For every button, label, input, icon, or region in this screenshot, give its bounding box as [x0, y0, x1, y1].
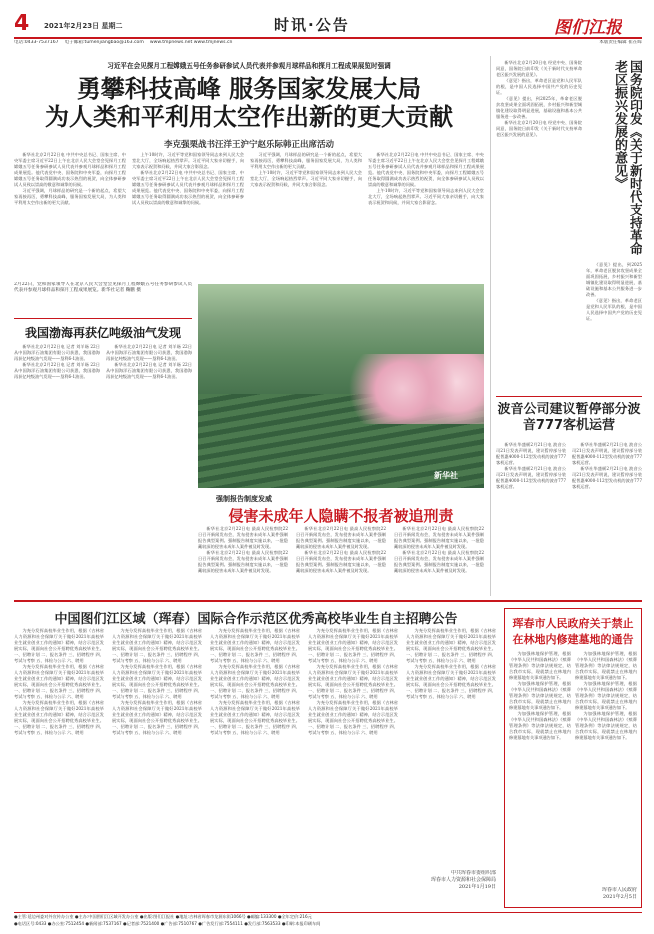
- lead-subhead: 李克强栗战书汪洋王沪宁赵乐际韩正出席活动: [163, 140, 334, 150]
- crime-kicker: 强制报告制度发威: [216, 495, 272, 503]
- notice-body-col1: 为加强林地保护管理，根据《中华人民共和国森林法》《殡葬管理条例》等法律法规规定，结合我市实际，现就禁止在林地内修建墓地有关事项通告如下。 为加强林地保护管理，根据《中华人民共和国森林法》《殡葬管理条例》等法律法规规定，结合我市实际，现就禁止在林地内修建墓地有关事项通告如下。 为加强林地保护管理，根据《中华人民共和国森林法》《殡葬管理条例》等法律法规规定，结合我市实际，现就禁止在林地内修建墓地有关事项通告如下。: [509, 651, 571, 740]
- masthead-rule: [14, 37, 642, 39]
- photo-credit: 新华社: [434, 471, 458, 480]
- recruit-body-col4: 为充分发挥高校毕业生作用，根据《吉林省人力资源和社会保障厅关于做好2021年高校毕业生就业创业工作的通知》精神，结合示范区发展实际，现面向社会公开招聘优秀高校毕业生。一、招聘计划 二、报名条件 三、招聘程序 四、考试与考察 五、体检与公示 六、聘用 为充分发挥高校毕业生作用，根据《吉林省人力资源和社会保障厅关于做好2021年高校毕业生就业创业工作的通知》精神，结合示范区发展实际，现面向社会公开招聘优秀高校毕业生。一、招聘计划 二、报名条件 三、招聘程序 四、考试与考察 五、体检与公示 六、聘用 为充分发挥高校毕业生作用，根据《吉林省人力资源和社会保障厅关于做好2021年高校毕业生就业创业工作的通知》精神，结合示范区发展实际，现面向社会公开招聘优秀高校毕业生。一、招聘计划 二、报名条件 三、招聘程序 四、考试与考察 五、体检与公示 六、聘用: [308, 628, 398, 735]
- side-feature-title: 国务院印发《关于新时代支持革命老区振兴发展的意见》: [612, 60, 642, 255]
- notice-signoff: 珲春市人民政府 2021年2月5日: [601, 887, 637, 900]
- section-title: 时讯·公告: [274, 16, 350, 34]
- boeing-body-col2: 新华社华盛顿2月21日电 波音公司21日发表声明说，建议暂停部分装配普惠4000-112型发动机的波音777客机运营。 新华社华盛顿2月21日电 波音公司21日发表声明说，建议暂停部分装配普惠4000-112型发动机的波音777客机运营。: [572, 442, 642, 489]
- oil-title: 我国渤海再获亿吨级油气发现: [24, 326, 181, 340]
- recruit-title: 中国图们江区域（珲春）国际合作示范区优秀高校毕业生自主招聘公告: [54, 612, 458, 627]
- side-body-col1: 新华社北京2月20日电 经党中央、国务院同意，国务院日前印发《关于新时代支持革命老区振兴发展的意见》。 《意见》指出，革命老区是党和人民军队的根，是中国人民选择中国共产党的历史见证。 《意见》提出，到2025年，革命老区脱贫攻坚成果全面巩固拓展，乡村振兴和新型城镇化建设取得明显进展，基础设施和基本公共服务进一步改善。 新华社北京2月20日电 经党中央、国务院同意，国务院日前印发《关于新时代支持革命老区振兴发展的意见》。: [496, 60, 582, 137]
- forest-notice-box: [504, 608, 642, 908]
- crime-body-col1: 新华社北京2月22日电 最高人民检察院22日召开新闻发布会，发布侵害未成年人案件强制报告典型案例。强制报告制度实施以来，一批隐藏较深的侵害未成年人案件被及时发现。 新华社北京2月22日电 最高人民检察院22日召开新闻发布会，发布侵害未成年人案件强制报告典型案例。强制报告制度实施以来，一批隐藏较深的侵害未成年人案件被及时发现。: [198, 526, 288, 573]
- lead-body-col2: 上午10时许，习近平等党和国家领导同志来到人民大会堂北大厅，全场响起热烈掌声。习近平同大家亲切握手，向大家表示祝贺和问候，并同大家合影留念。 新华社北京2月22日电 中共中央总书记、国家主席、中央军委主席习近平22日上午在北京人民大会堂会见探月工程嫦娥五号任务参研参试人员代表并参观月球样品和探月工程成果展览。他代表党中央、国务院和中央军委，向探月工程嫦娥五号任务取得圆满成功表示热烈的祝贺，向全体参研参试人员致以崇高的敬意和诚挚的问候。: [132, 152, 244, 205]
- crime-body-col2: 新华社北京2月22日电 最高人民检察院22日召开新闻发布会，发布侵害未成年人案件强制报告典型案例。强制报告制度实施以来，一批隐藏较深的侵害未成年人案件被及时发现。 新华社北京2月22日电 最高人民检察院22日召开新闻发布会，发布侵害未成年人案件强制报告典型案例。强制报告制度实施以来，一批隐藏较深的侵害未成年人案件被及时发现。: [296, 526, 386, 573]
- masthead: [14, 14, 642, 36]
- photo-blossoms: [348, 354, 484, 424]
- crime-title: 侵害未成年人隐瞒不报者被追刑责: [228, 507, 454, 525]
- footer-line-2: ●电话区号:0433 ●办公室:7512454 ●新闻部:7537167 ●记者部:7521400 ●广告部:7510767 ●广告发行部:7554111 ●发行部:7563533 ●印刷:本报印刷车间: [14, 921, 321, 926]
- recruit-body-col1: 为充分发挥高校毕业生作用，根据《吉林省人力资源和社会保障厅关于做好2021年高校毕业生就业创业工作的通知》精神，结合示范区发展实际，现面向社会公开招聘优秀高校毕业生。一、招聘计划 二、报名条件 三、招聘程序 四、考试与考察 五、体检与公示 六、聘用 为充分发挥高校毕业生作用，根据《吉林省人力资源和社会保障厅关于做好2021年高校毕业生就业创业工作的通知》精神，结合示范区发展实际，现面向社会公开招聘优秀高校毕业生。一、招聘计划 二、报名条件 三、招聘程序 四、考试与考察 五、体检与公示 六、聘用 为充分发挥高校毕业生作用，根据《吉林省人力资源和社会保障厅关于做好2021年高校毕业生就业创业工作的通知》精神，结合示范区发展实际，现面向社会公开招聘优秀高校毕业生。一、招聘计划 二、报名条件 三、招聘程序 四、考试与考察 五、体检与公示 六、聘用: [14, 628, 104, 735]
- oil-body-col1: 新华社北京2月22日电 记者 刘羊旸 22日从中国海洋石油集团有限公司获悉，我国渤海再获亿吨级油气发现——垦利6-1油田。 新华社北京2月22日电 记者 刘羊旸 22日从中国海洋石油集团有限公司获悉，我国渤海再获亿吨级油气发现——垦利6-1油田。: [14, 344, 100, 379]
- notice-title-1: 珲春市人民政府关于禁止: [512, 617, 634, 630]
- boeing-title: 波音公司建议暂停部分波音777客机运营: [497, 402, 641, 433]
- recruit-body-col2: 为充分发挥高校毕业生作用，根据《吉林省人力资源和社会保障厅关于做好2021年高校毕业生就业创业工作的通知》精神，结合示范区发展实际，现面向社会公开招聘优秀高校毕业生。一、招聘计划 二、报名条件 三、招聘程序 四、考试与考察 五、体检与公示 六、聘用 为充分发挥高校毕业生作用，根据《吉林省人力资源和社会保障厅关于做好2021年高校毕业生就业创业工作的通知》精神，结合示范区发展实际，现面向社会公开招聘优秀高校毕业生。一、招聘计划 二、报名条件 三、招聘程序 四、考试与考察 五、体检与公示 六、聘用 为充分发挥高校毕业生作用，根据《吉林省人力资源和社会保障厅关于做好2021年高校毕业生就业创业工作的通知》精神，结合示范区发展实际，现面向社会公开招聘优秀高校毕业生。一、招聘计划 二、报名条件 三、招聘程序 四、考试与考察 五、体检与公示 六、聘用: [112, 628, 202, 735]
- contact-strip: 电话:0433-7537167 电子邮箱:tumenjiangbao@163.com www.tmpnews.net www.tmjnews.cn 本版责任编辑 崔在晖: [14, 40, 642, 45]
- lead-body-col3: 习近平强调，月球样品的研究是一个新的起点，希望大家再接再厉，勇攀科技高峰，服务国家发展大局，为人类和平利用太空作出新的更大贡献。 上午10时许，习近平等党和国家领导同志来到人民大会堂北大厅，全场响起热烈掌声。习近平同大家亲切握手，向大家表示祝贺和问候，并同大家合影留念。: [250, 152, 362, 187]
- notice-body-col2: 为加强林地保护管理，根据《中华人民共和国森林法》《殡葬管理条例》等法律法规规定，结合我市实际，现就禁止在林地内修建墓地有关事项通告如下。 为加强林地保护管理，根据《中华人民共和国森林法》《殡葬管理条例》等法律法规规定，结合我市实际，现就禁止在林地内修建墓地有关事项通告如下。 为加强林地保护管理，根据《中华人民共和国森林法》《殡葬管理条例》等法律法规规定，结合我市实际，现就禁止在林地内修建墓地有关事项通告如下。: [575, 651, 637, 740]
- page-number: 4: [14, 14, 30, 36]
- ad-rule: [14, 600, 642, 602]
- lead-body-col1: 新华社北京2月22日电 中共中央总书记、国家主席、中央军委主席习近平22日上午在北京人民大会堂会见探月工程嫦娥五号任务参研参试人员代表并参观月球样品和探月工程成果展览。他代表党中央、国务院和中央军委，向探月工程嫦娥五号任务取得圆满成功表示热烈的祝贺，向全体参研参试人员致以崇高的敬意和诚挚的问候。 习近平强调，月球样品的研究是一个新的起点，希望大家再接再厉，勇攀科技高峰，服务国家发展大局，为人类和平利用太空作出新的更大贡献。: [14, 152, 126, 205]
- oil-rule: [14, 318, 192, 319]
- lead-body-col4: 新华社北京2月22日电 中共中央总书记、国家主席、中央军委主席习近平22日上午在北京人民大会堂会见探月工程嫦娥五号任务参研参试人员代表并参观月球样品和探月工程成果展览。他代表党中央、国务院和中央军委，向探月工程嫦娥五号任务取得圆满成功表示热烈的祝贺，向全体参研参试人员致以崇高的敬意和诚挚的问候。 上午10时许，习近平等党和国家领导同志来到人民大会堂北大厅，全场响起热烈掌声。习近平同大家亲切握手，向大家表示祝贺和问候，并同大家合影留念。: [368, 152, 484, 205]
- notice-title-2: 在林地内修建墓地的通告: [512, 633, 634, 646]
- recruit-body-col5: 为充分发挥高校毕业生作用，根据《吉林省人力资源和社会保障厅关于做好2021年高校毕业生就业创业工作的通知》精神，结合示范区发展实际，现面向社会公开招聘优秀高校毕业生。一、招聘计划 二、报名条件 三、招聘程序 四、考试与考察 五、体检与公示 六、聘用 为充分发挥高校毕业生作用，根据《吉林省人力资源和社会保障厅关于做好2021年高校毕业生就业创业工作的通知》精神，结合示范区发展实际，现面向社会公开招聘优秀高校毕业生。一、招聘计划 二、报名条件 三、招聘程序 四、考试与考察 五、体检与公示 六、聘用: [406, 628, 496, 699]
- footer-rule: [14, 912, 642, 913]
- side-body-col2: 《意见》提出，到2025年，革命老区脱贫攻坚成果全面巩固拓展，乡村振兴和新型城镇化建设取得明显进展，基础设施和基本公共服务进一步改善。 《意见》指出，革命老区是党和人民军队的根，是中国人民选择中国共产党的历史见证。: [586, 262, 642, 321]
- recruit-body-col3: 为充分发挥高校毕业生作用，根据《吉林省人力资源和社会保障厅关于做好2021年高校毕业生就业创业工作的通知》精神，结合示范区发展实际，现面向社会公开招聘优秀高校毕业生。一、招聘计划 二、报名条件 三、招聘程序 四、考试与考察 五、体检与公示 六、聘用 为充分发挥高校毕业生作用，根据《吉林省人力资源和社会保障厅关于做好2021年高校毕业生就业创业工作的通知》精神，结合示范区发展实际，现面向社会公开招聘优秀高校毕业生。一、招聘计划 二、报名条件 三、招聘程序 四、考试与考察 五、体检与公示 六、聘用 为充分发挥高校毕业生作用，根据《吉林省人力资源和社会保障厅关于做好2021年高校毕业生就业创业工作的通知》精神，结合示范区发展实际，现面向社会公开招聘优秀高校毕业生。一、招聘计划 二、报名条件 三、招聘程序 四、考试与考察 五、体检与公示 六、聘用: [210, 628, 300, 735]
- column-divider: [490, 56, 491, 596]
- oil-body-col2: 新华社北京2月22日电 记者 刘羊旸 22日从中国海洋石油集团有限公司获悉，我国渤海再获亿吨级油气发现——垦利6-1油田。 新华社北京2月22日电 记者 刘羊旸 22日从中国海洋石油集团有限公司获悉，我国渤海再获亿吨级油气发现——垦利6-1油田。: [106, 344, 192, 379]
- crime-body-col3: 新华社北京2月22日电 最高人民检察院22日召开新闻发布会，发布侵害未成年人案件强制报告典型案例。强制报告制度实施以来，一批隐藏较深的侵害未成年人案件被及时发现。 新华社北京2月22日电 最高人民检察院22日召开新闻发布会，发布侵害未成年人案件强制报告典型案例。强制报告制度实施以来，一批隐藏较深的侵害未成年人案件被及时发现。: [394, 526, 484, 573]
- boeing-body-col1: 新华社华盛顿2月21日电 波音公司21日发表声明说，建议暂停部分装配普惠4000-112型发动机的波音777客机运营。 新华社华盛顿2月21日电 波音公司21日发表声明说，建议暂停部分装配普惠4000-112型发动机的波音777客机运营。: [496, 442, 566, 489]
- lead-headline-2: 为人类和平利用太空作出新的更大贡献: [45, 104, 453, 130]
- lead-headline-1: 勇攀科技高峰 服务国家发展大局: [76, 76, 422, 102]
- recruit-signoff: 中共珲春市委组织部 珲春市人力资源和社会保障局 2021年1月19日: [430, 870, 496, 890]
- lead-photo-caption: 2月22日，党和国家领导人在北京人民大会堂会见探月工程嫦娥五号任务参研参试人员代表并参观月球样品和探月工程成果展览。新华社记者 鞠鹏 摄: [14, 282, 192, 293]
- issue-date: 2021年2月23日 星期二: [44, 22, 123, 30]
- boeing-rule: [496, 396, 642, 397]
- tea-garden-photo: [198, 284, 484, 488]
- lead-kicker: 习近平在会见探月工程嫦娥五号任务参研参试人员代表并参观月球样品和探月工程成果展览时强调: [107, 62, 391, 70]
- footer-line-1: ●主管:延边州委对外宣传办公室 ●主办:中国图们江区域开发办公室 ●出版:图们江报社 ●地址:吉林省珲春市龙源东街1066号 ●邮编:133300 ●全年定价:216元: [14, 914, 312, 919]
- newspaper-logo: 图们江报: [554, 18, 622, 36]
